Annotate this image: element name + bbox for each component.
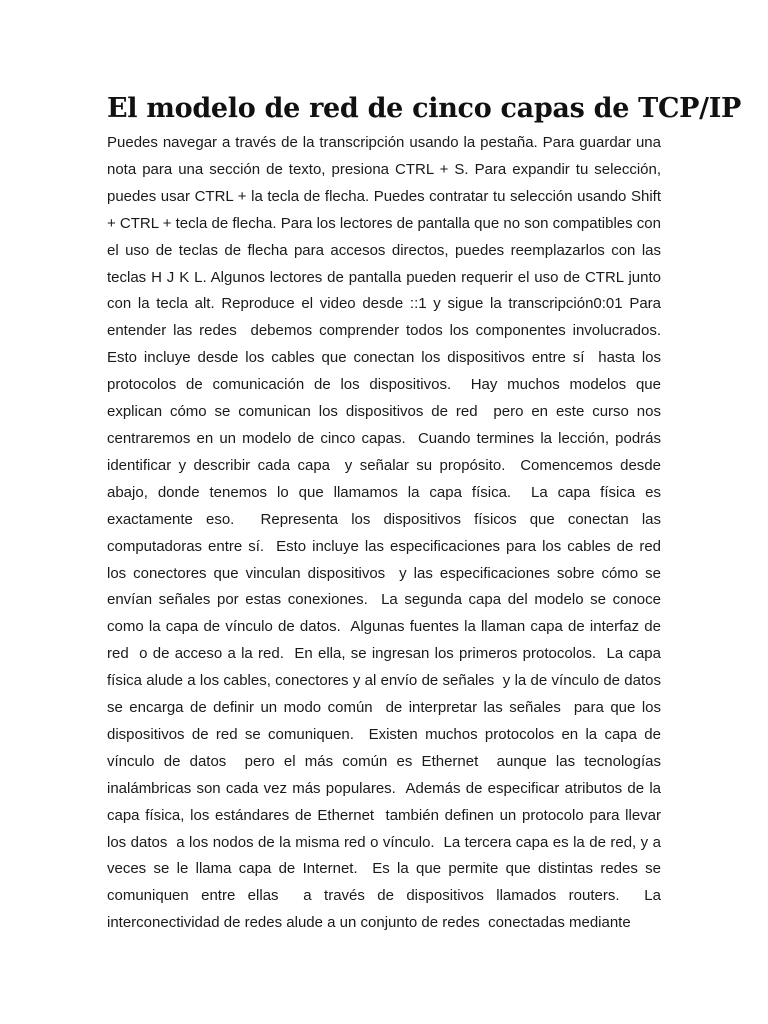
document-body-text: Puedes navegar a través de la transcripción usando la pestaña. Para guardar una nota para una sección de texto, presiona CTRL + S. Para expandir tu selección, puedes usar CTRL + la tecla de flecha. Puedes contratar tu selección usando Shift + CTRL + tecla de flecha. Para los lectores de pantalla que no son compatibles con el uso de teclas de flecha para accesos directos, puedes reemplazarlos con las teclas H J K L. Algunos lectores de pantalla pueden requerir el uso de CTRL junto con la tecla alt. Reproduce el video desde ::1 y sigue la transcripción0:01 Para entender las redes debemos comprender todos los componentes involucrados. Esto incluye desde los cables que conectan los dispositivos entre sí hasta los protocolos de comunicación de los dispositivos. Hay muchos modelos que explican cómo se comunican los dispositivos de red pero en este curso nos centraremos en un modelo de cinco capas. Cuando termines la lección, podrás identificar y describir cada capa y señalar su propósito. Comencemos desde abajo, donde tenemos lo que llamamos la capa física. La capa física es exactamente eso. Representa los dispositivos físicos que conectan las computadoras entre sí. Esto incluye las especificaciones para los cables de red los conectores que vinculan dispositivos y las especificaciones sobre cómo se envían señales por estas conexiones. La segunda capa del modelo se conoce como la capa de vínculo de datos. Algunas fuentes la llaman capa de interfaz de red o de acceso a la red. En ella, se ingresan los primeros protocolos. La capa física alude a los cables, conectores y al envío de señales y la de vínculo de datos se encarga de definir un modo común de interpretar las señales para que los dispositivos de red se comuniquen. Existen muchos protocolos en la capa de vínculo de datos pero el más común es Ethernet aunque las tecnologías inalámbricas son cada vez más populares. Además de especificar atributos de la capa física, los estándares de Ethernet también definen un protocolo para llevar los datos a los nodos de la misma red o vínculo. La tercera capa es la de red, y a veces se le llama capa de Internet. Es la que permite que distintas redes se comuniquen entre ellas a través de dispositivos llamados routers. La interconectividad de redes alude a un conjunto de redes conectadas mediante — [107, 134, 670, 932]
document-title: El modelo de red de cinco capas de TCP/IP — [107, 93, 742, 124]
document-page — [107, 88, 742, 937]
